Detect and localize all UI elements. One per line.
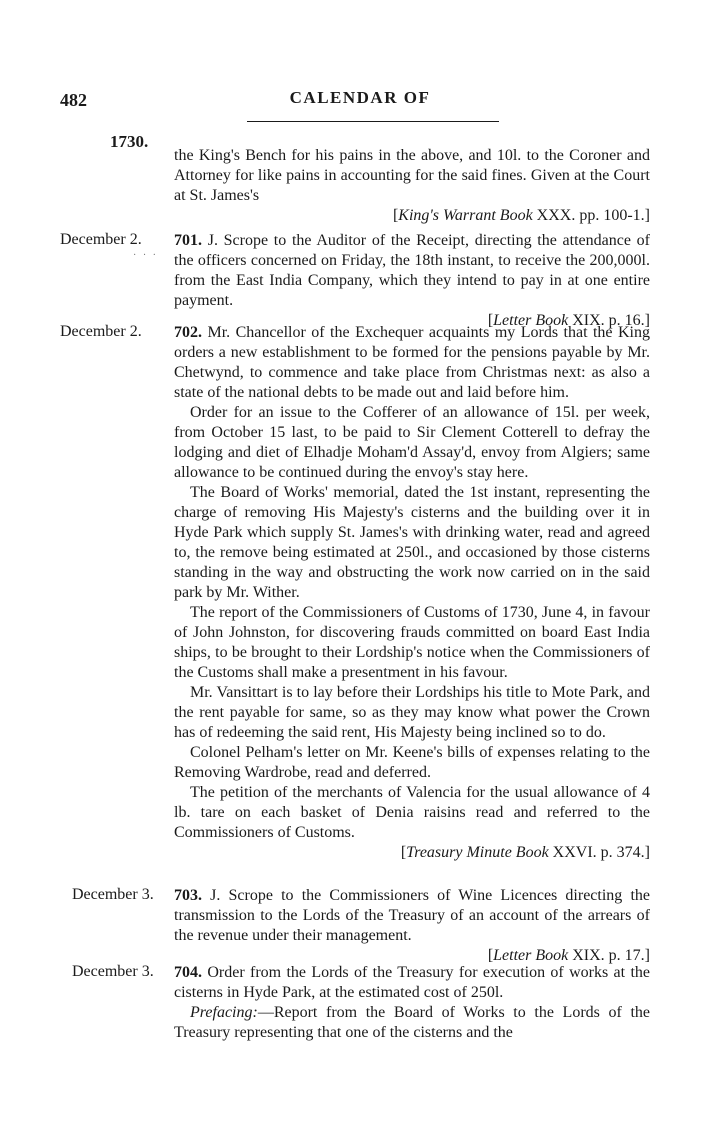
entry-date: December 3. — [72, 886, 154, 903]
entry-paragraph: Mr. Chancellor of the Exchequer acquaints my Lords that the King orders a new establishment to be formed for the pensions payable by Mr. Chetwynd, to commence and take place from Christmas next: as also a state of the national debts to be made out and laid before him. — [174, 324, 650, 401]
prefacing-label: Prefacing: — [190, 1004, 258, 1021]
entry-continuation — [174, 146, 650, 226]
entry-703 — [174, 886, 650, 966]
source-title: Treasury Minute Book — [406, 844, 549, 861]
entry-paragraph: Colonel Pelham's letter on Mr. Keene's bills of expenses relating to the Removing Wardrobe, read and deferred. — [174, 744, 650, 781]
source-ref: XXVI. p. 374. — [548, 844, 645, 861]
entry-702 — [174, 323, 650, 863]
entry-701 — [174, 231, 650, 331]
header-rule — [247, 121, 499, 122]
entry-date: December 2. — [60, 231, 142, 248]
entry-text: the King's Bench for his pains in the above, and 10l. to the Coroner and Attorney for like pains in accounting for the said fines. Given at the Court at St. James's — [174, 147, 650, 204]
prefacing-text: —Report from the Board of Works to the Lords of the Treasury representing that one of the cisterns and the — [174, 1004, 650, 1041]
entry-text: J. Scrope to the Commissioners of Wine Licences directing the transmission to the Lords of the Treasury of an account of the arrears of the revenue under their management. — [174, 887, 650, 944]
source-ref: XIX. p. 16. — [568, 312, 645, 329]
source-ref: XIX. p. 17. — [568, 947, 645, 964]
entry-number: 702. — [174, 324, 202, 341]
entry-source: [Treasury Minute Book XXVI. p. 374.] — [400, 844, 650, 861]
source-title: King's Warrant Book — [398, 207, 533, 224]
source-ref: XXX. pp. 100-1. — [532, 207, 645, 224]
entry-paragraph: The Board of Works' memorial, dated the 1st instant, representing the charge of removing His Majesty's cisterns and the building over it in Hyde Park which supply St. James's with drinking water, read and agreed to, the remove being estimated at 250l., and occasioned by those cisterns standing in the way and obstructing the work now carried on in the said park by Mr. Wither. — [174, 484, 650, 601]
margin-dots: · · · — [133, 250, 158, 261]
entry-source: [Letter Book XIX. p. 16.] — [487, 312, 650, 329]
entry-paragraph: Mr. Vansittart is to lay before their Lordships his title to Mote Park, and the rent payable for same, so as they may know what power the Crown has of redeeming the said rent, His Majesty being inclined so to do. — [174, 684, 650, 741]
source-title: Letter Book — [493, 947, 569, 964]
entry-paragraph: Order for an issue to the Cofferer of an allowance of 15l. per week, from October 15 last, to be paid to Sir Clement Cotterell to defray the lodging and diet of Elhadje Moham'd Assay'd, envoy from Algiers; same allowance to be continued during the envoy's stay here. — [174, 404, 650, 481]
running-title: CALENDAR OF — [289, 88, 431, 107]
entry-number: 703. — [174, 887, 202, 904]
entry-paragraph: The petition of the merchants of Valencia for the usual allowance of 4 lb. tare on each basket of Denia raisins read and referred to the Commissioners of Customs. — [174, 784, 650, 841]
entry-704 — [174, 963, 650, 1043]
page-number: 482 — [60, 90, 87, 110]
entry-source: [King's Warrant Book XXX. pp. 100-1.] — [392, 207, 650, 224]
entry-text: J. Scrope to the Auditor of the Receipt, directing the attendance of the officers concerned on Friday, the 18th instant, to receive the 200,000l. from the East India Company, which they intend to pay in at one entire payment. — [174, 232, 650, 309]
entry-paragraph: The report of the Commissioners of Customs of 1730, June 4, in favour of John Johnston, for discovering frauds committed on board East India ships, to be brought to their Lordship's notice when the Commissioners of the Customs shall make a presentment in his favour. — [174, 604, 650, 681]
entry-source: [Letter Book XIX. p. 17.] — [487, 947, 650, 964]
entry-number: 701. — [174, 232, 202, 249]
entry-date: December 2. — [60, 323, 142, 340]
entry-number: 704. — [174, 964, 202, 981]
source-title: Letter Book — [493, 312, 569, 329]
entry-date: December 3. — [72, 963, 154, 980]
entry-text: Order from the Lords of the Treasury for execution of works at the cisterns in Hyde Park, at the estimated cost of 250l. — [174, 964, 650, 1001]
year-marker: 1730. — [110, 132, 149, 151]
